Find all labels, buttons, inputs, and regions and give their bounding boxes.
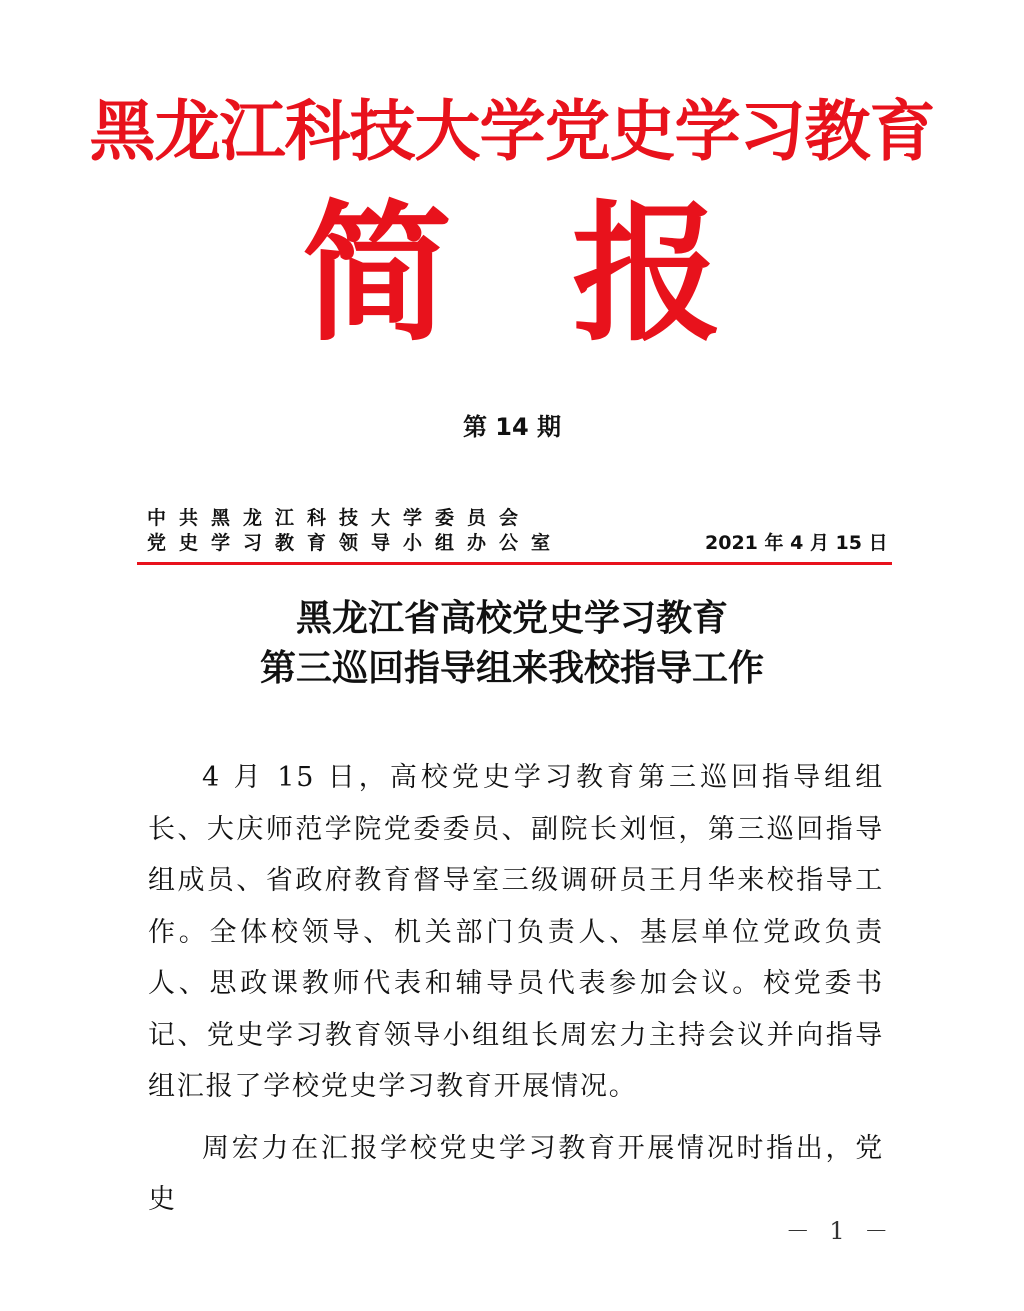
- article-paragraph: 周宏力在汇报学校党史学习教育开展情况时指出，党史: [148, 1132, 884, 1215]
- masthead-organization-title: 黑龙江科技大学党史学习教育: [89, 93, 935, 170]
- issuer-line-1: 中共黑龙江科技大学委员会: [147, 507, 532, 529]
- masthead-bulletin-title: 简报: [301, 188, 842, 362]
- article-paragraph: 4 月 15 日，高校党史学习教育第三巡回指导组组长、大庆师范学院党委委员、副院长刘恒，第三巡回指导组成员、省政府教育督导室三级调研员王月华来校指导工作。全体校领导、机关部门负责人、基层单位党政负责人、思政课教师代表和辅导员代表参加会议。校党委书记、党史学习教育领导小组组长周宏力主持会议并向指导组汇报了学校党史学习教育开展情况。: [148, 762, 884, 1102]
- issuer-line-2: 党史学习教育领导小组办公室: [147, 532, 564, 554]
- issue-number: 第 14 期: [462, 413, 562, 441]
- masthead-divider: [137, 562, 892, 565]
- article-body: [148, 752, 884, 1226]
- page-number: － 1 －: [785, 1217, 895, 1245]
- article-headline-line-1: 黑龙江省高校党史学习教育: [295, 598, 728, 639]
- issue-date: 2021 年 4 月 15 日: [705, 532, 888, 554]
- article-headline-line-2: 第三巡回指导组来我校指导工作: [259, 648, 764, 689]
